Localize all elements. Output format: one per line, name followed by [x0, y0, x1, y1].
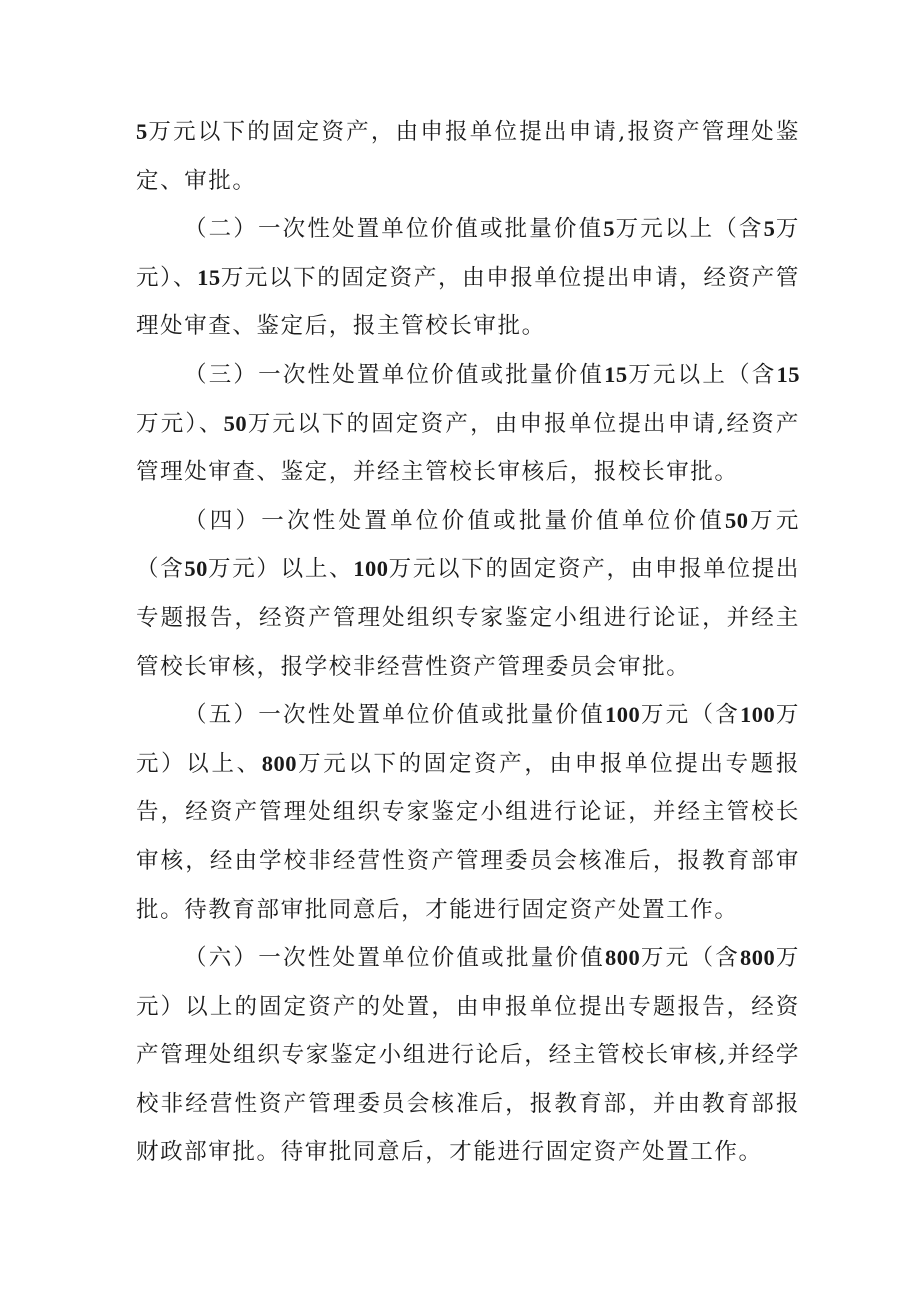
numeral: 100 — [353, 556, 389, 582]
numeral: 5 — [136, 119, 148, 144]
numeral: 100 — [739, 702, 776, 728]
document-body — [136, 108, 800, 1177]
numeral: 15 — [197, 264, 221, 290]
numeral: 800 — [605, 945, 641, 971]
paragraph-item-6: （六）一次性处置单位价值或批量价值800万元（含800万元）以上的固定资产的处置，由申报单位提出专题报告，经资产管理处组织专家鉴定小组进行论后，经主管校长审核,并经学校非经营性资产管理委员会核准后，报教育部，并由教育部报财政部审批。待审批同意后，才能进行固定资产处置工作。 — [136, 945, 800, 1166]
numeral: 50 — [724, 507, 749, 533]
numeral: 5 — [603, 216, 616, 242]
numeral: 100 — [605, 702, 641, 728]
numeral: 15 — [776, 361, 800, 387]
numeral: 50 — [223, 410, 248, 436]
numeral: 50 — [184, 556, 208, 582]
numeral: 800 — [739, 945, 776, 971]
paragraph-item-2: （二）一次性处置单位价值或批量价值5万元以上（含5万元）、15万元以下的固定资产，由申报单位提出申请，经资产管理处审查、鉴定后，报主管校长审批。 — [136, 216, 800, 340]
numeral: 15 — [604, 361, 628, 387]
paragraph-item-4: （四）一次性处置单位价值或批量价值单位价值50万元（含50万元）以上、100万元以下的固定资产，由申报单位提出专题报告，经资产管理处组织专家鉴定小组进行论证，并经主管校长审核，报学校非经营性资产管理委员会审批。 — [136, 507, 801, 680]
paragraph-item-3: （三）一次性处置单位价值或批量价值15万元以上（含15万元）、50万元以下的固定资产，由申报单位提出申请,经资产管理处审查、鉴定，并经主管校长审核后，报校长审批。 — [136, 361, 801, 486]
paragraph-item-5: （五）一次性处置单位价值或批量价值100万元（含100万元）以上、800万元以下的固定资产，由申报单位提出专题报告，经资产管理处组织专家鉴定小组进行论证，并经主管校长审核，经由学校非经营性资产管理委员会核准后，报教育部审批。待教育部审批同意后，才能进行固定资产处置工作。 — [136, 702, 800, 923]
numeral: 800 — [261, 750, 297, 776]
paragraph-continuation: 5万元以下的固定资产，由申报单位提出申请,报资产管理处鉴定、审批。 — [136, 119, 800, 194]
numeral: 5 — [763, 216, 776, 242]
